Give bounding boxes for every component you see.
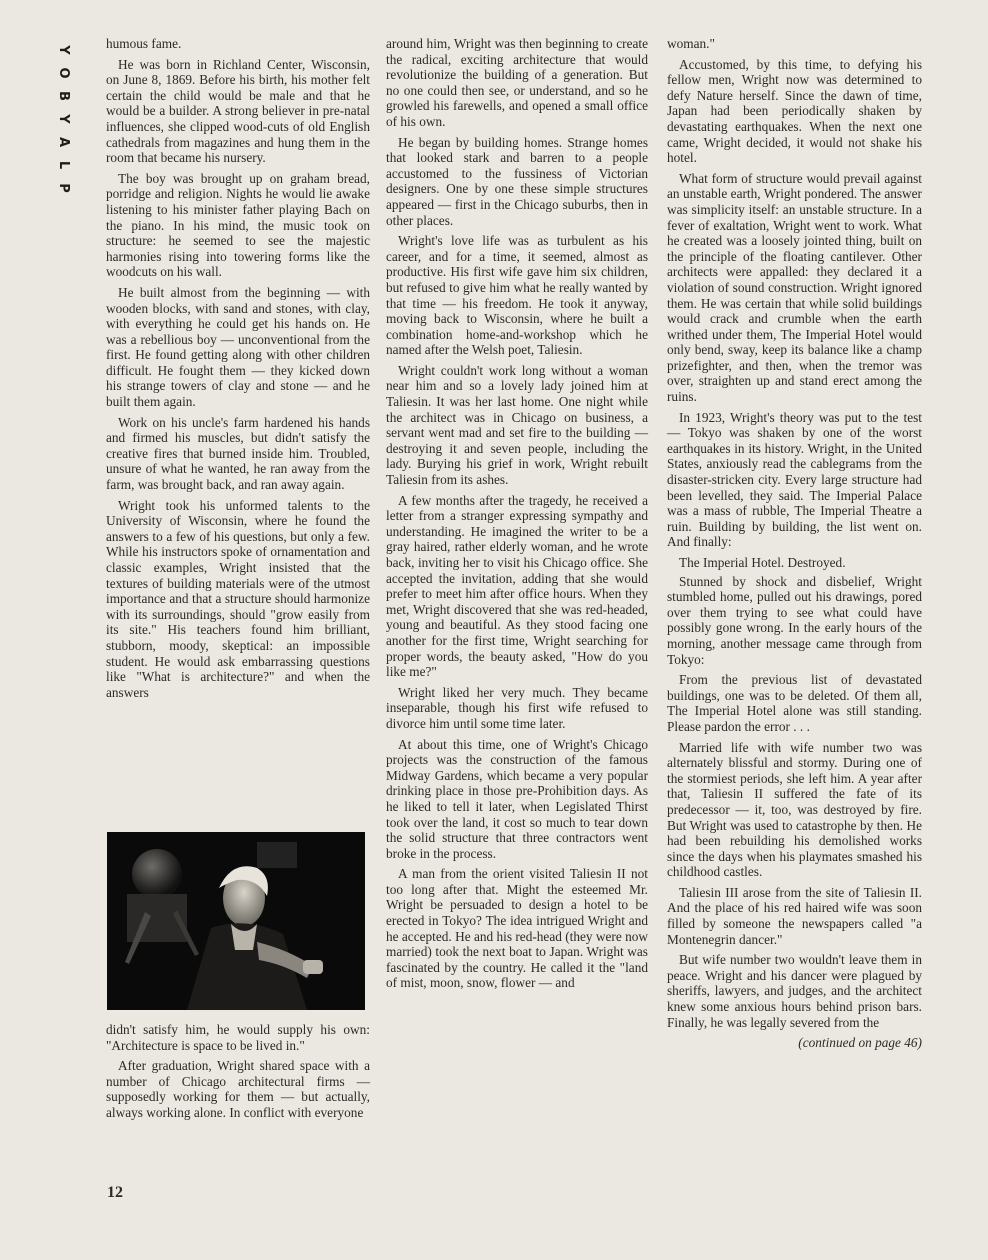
paragraph: In 1923, Wright's theory was put to the test — Tokyo was shaken by one of the worst earthquakes in its history. Wright, in the United States, anxiously read the cablegrams from the disaster-stricken city. Every large structure had been levelled, they said. The Imperial Palace was a mass of rubble, The Imperial Theatre a ruin. Building by building, the list went on. And finally:: [667, 409, 922, 550]
paragraph: Married life with wife number two was alternately blissful and stormy. During one of the stormiest periods, she left him. A year after that, Taliesin II suffered the fate of its predecessor — it, too, was destroyed by fire. But Wright was used to catastrophe by then. He had been rebuilding his demolished works since the days when his playmates smashed his childhood castles.: [667, 739, 922, 880]
portrait-photo: [107, 832, 365, 1010]
masthead-letter: A: [56, 136, 71, 148]
paragraph: Accustomed, by this time, to defying his fellow men, Wright now was determined to defy Nature herself. Since the dawn of time, Japan had been periodically shaken by devastating earthquakes. When the next one came, Wright decided, it would not shake his hotel.: [667, 56, 922, 166]
paragraph: A man from the orient visited Taliesin II not too long after that. Might the esteemed Mr. Wright be persuaded to design a hotel to be erected in Tokyo? The idea intrigued Wright and he accepted. He and his red-head (they were now married) took the next boat to Japan. Wright was fascinated by the country. He called it the "land of mist, moon, snow, flower — and: [386, 866, 648, 991]
paragraph: After graduation, Wright shared space with a number of Chicago architectural firms — supposedly working for them — but actually, always working alone. In conflict with everyone: [106, 1058, 370, 1120]
paragraph: Wright took his unformed talents to the University of Wisconsin, where he found the answers to a few of his questions, but only a few. While his instructors spoke of ornamentation and classic examples, Wright insisted that the textures of building materials were of the utmost importance and that a structure should harmonize with its surroundings, should "grow easily from its site." His teachers found him brilliant, stubborn, moody, skeptical: an impossible student. He would ask embarrassing questions like "What is architecture?" and when the answers: [106, 497, 370, 700]
paragraph: around him, Wright was then beginning to create the radical, exciting architecture that would revolutionize the building of a generation. But no one could then see, or understand, and so he growled his farewells, and opened a small office of his own.: [386, 36, 648, 129]
paragraph: But wife number two wouldn't leave them in peace. Wright and his dancer were plagued by sheriffs, lawyers, and judges, and the architect knew some anxious hours behind prison bars. Finally, he was legally severed from the: [667, 952, 922, 1030]
paragraph: What form of structure would prevail against an unstable earth, Wright pondered. The answer was simplicity itself: an unstable structure. In a fever of exaltation, Wright went to work. What he created was a loosely jointed thing, built on the principle of the floating cantilever. Other architects were appalled: they declared it a violation of sound construction. Wright ignored them. He was certain that while solid buildings would crack and crumble when the earth writhed under them, The Imperial Hotel would only bend, sway, keep its balance like a champ prizefighter, and then, when the tremor was over, straighten up and stand erect among the ruins.: [667, 170, 922, 405]
masthead-vertical: [56, 40, 70, 198]
paragraph: Stunned by shock and disbelief, Wright stumbled home, pulled out his drawings, pored over them trying to see what could have possibly gone wrong. In the early hours of the morning, another message came through from Tokyo:: [667, 573, 922, 667]
masthead-letter: O: [56, 67, 71, 79]
paragraph: Work on his uncle's farm hardened his hands and firmed his muscles, but didn't satisfy the creative fires that burned inside him. Troubled, unsure of what he wanted, he ran away from the farm, was brought back, and ran away again.: [106, 414, 370, 493]
paragraph: He built almost from the beginning — with wooden blocks, with sand and stones, with clay, with everything he could get his hands on. He was a rebellious boy — unconventional from the first. He found getting along with other children difficult. He fought them — they kicked down his strange towers of clay and stone — and he built them again.: [106, 284, 370, 410]
continued-on-link[interactable]: (continued on page 46): [798, 1035, 922, 1051]
paragraph: Wright couldn't work long without a woman near him and so a lovely lady joined him at Taliesin. It was her last home. One night while the architect was in Chicago on business, a servant went mad and set fire to the building — destroying it and seven people, including the lady. Burying his grief in work, Wright rebuilt Taliesin from its ashes.: [386, 362, 648, 488]
paragraph: Wright's love life was as turbulent as his career, and for a time, it seemed, almost as productive. His first wife gave him six children, but refused to give him what he really wanted by that time — his freedom. He took it anyway, moving back to Wisconsin, where he built a combination home-and-workshop which he named after the Welsh poet, Taliesin.: [386, 233, 648, 358]
paragraph: He was born in Richland Center, Wisconsin, on June 8, 1869. Before his birth, his mother felt certain the child would be male and that he would be a builder. A strong believer in pre-natal influences, she clipped wood-cuts of old English cathedrals from magazines and hung them in the room that became his nursery.: [106, 56, 370, 166]
paragraph: didn't satisfy him, he would supply his own: "Architecture is space to be lived in.": [106, 1022, 370, 1053]
paragraph: humous fame.: [106, 36, 182, 51]
paragraph: The boy was brought up on graham bread, porridge and religion. Nights he would lie awake listening to his minister father playing Bach on the piano. In his mind, the music took on structure: he seemed to see the majestic harmonies rising into towering forms like the woodcuts on his wall.: [106, 170, 370, 280]
paragraph: He began by building homes. Strange homes that looked stark and barren to a people accustomed to the fussiness of Victorian designers. One by one these simple structures appeared — first in the Chicago suburbs, then in other places.: [386, 134, 648, 228]
portrait-illustration: [107, 832, 365, 1010]
masthead-letter: P: [56, 183, 71, 193]
paragraph: Wright liked her very much. They became inseparable, though his first wife refused to divorce him until some time later.: [386, 684, 648, 731]
page-number: 12: [107, 1184, 123, 1201]
column-1-continued: [106, 1022, 370, 1126]
paragraph: Taliesin III arose from the site of Taliesin II. And the place of his red haired wife was soon filled by someone the newspapers called "a Montenegrin dancer.": [667, 884, 922, 947]
masthead-letter: L: [56, 160, 71, 170]
paragraph: The Imperial Hotel. Destroyed.: [679, 555, 846, 570]
masthead-letter: Y: [56, 114, 71, 124]
column-1: [106, 36, 370, 705]
column-3: [667, 36, 922, 1056]
paragraph: woman.": [667, 36, 715, 51]
paragraph: At about this time, one of Wright's Chicago projects was the construction of the famous Midway Gardens, which became a very popular drinking place in those pre-Prohibition days. As he liked to tell it later, when Legislated Thirst took over the land, it cost so much to tear down the solid structure that three contractors went broke in the process.: [386, 736, 648, 861]
masthead-letter: B: [56, 91, 71, 101]
paragraph: From the previous list of devastated buildings, one was to be deleted. Of them all, The Imperial Hotel alone was still standing. Please pardon the error . . .: [667, 672, 922, 734]
paragraph: A few months after the tragedy, he received a letter from a stranger expressing sympathy and understanding. He imagined the writer to be a gray haired, rather elderly woman, and he wrote back, inviting her to visit his Chicago office. She accepted the invitation, adding that she would prefer to meet him after office hours. When they met, Wright discovered that she was red-headed, young and beautiful. As they stood facing one another for the first time, Wright searching for proper words, the beauty asked, "How do you like me?": [386, 492, 648, 680]
masthead-letter: Y: [56, 45, 71, 55]
column-2: [386, 36, 648, 996]
